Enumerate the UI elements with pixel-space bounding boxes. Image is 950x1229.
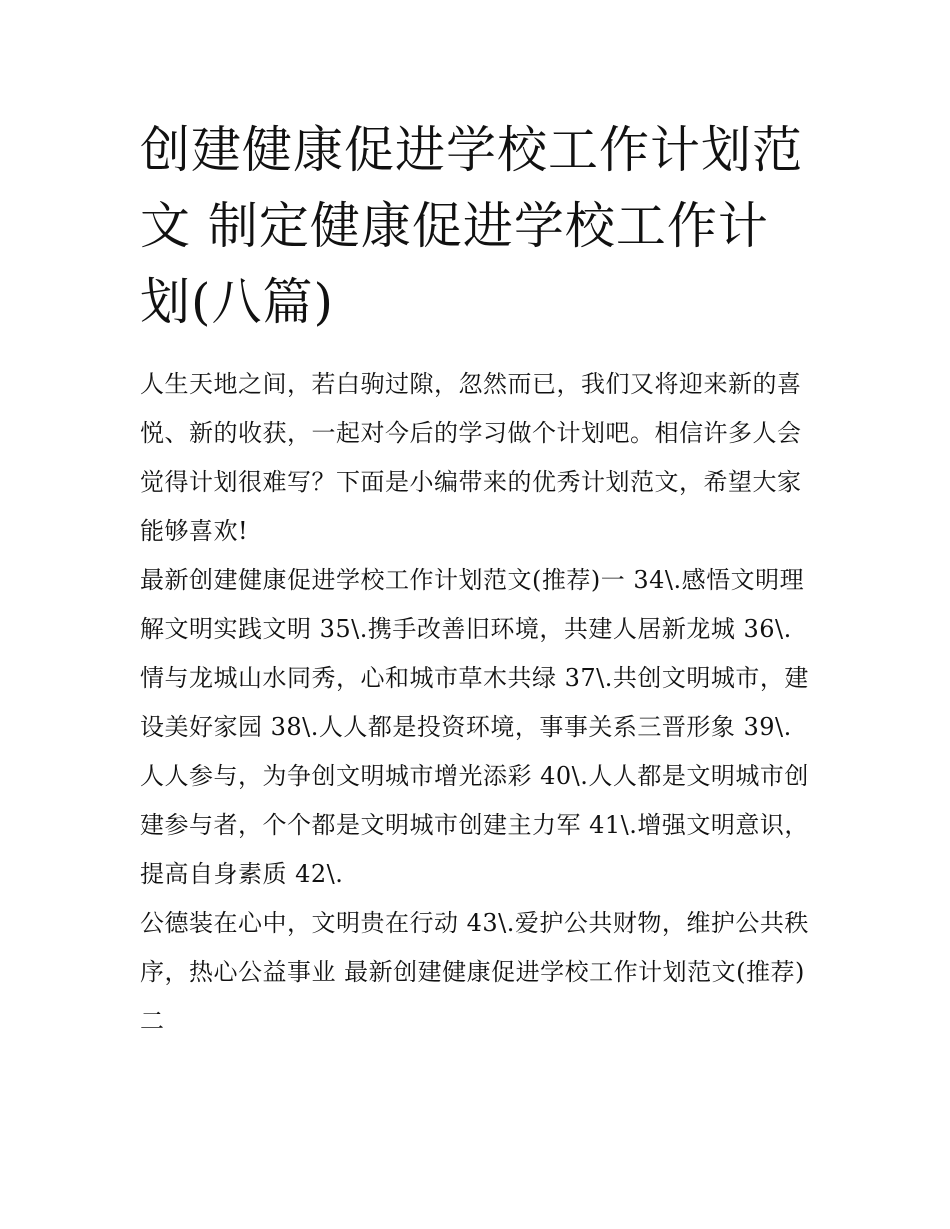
- paragraph-intro: 人生天地之间，若白驹过隙，忽然而已，我们又将迎来新的喜悦、新的收获，一起对今后的学习做个计划吧。相信许多人会觉得计划很难写？下面是小编带来的优秀计划范文，希望大家能够喜欢!: [140, 370, 802, 545]
- paragraph-slogans-3: 公德装在心中，文明贵在行动 43\.爱护公共财物，维护公共秩序，热心公益事业 最新创建健康促进学校工作计划范文(推荐)二: [140, 909, 809, 1035]
- paragraph-slogans-2: 人人参与，为争创文明城市增光添彩 40\.人人都是文明城市创建参与者，个个都是文明城市创建主力军 41\.增强文明意识，提高自身素质 42\.: [140, 762, 809, 888]
- document-body: [140, 360, 812, 1046]
- paragraph-slogans-1: 最新创建健康促进学校工作计划范文(推荐)一 34\.感悟文明理解文明实践文明 35\.携手改善旧环境，共建人居新龙城 36\.情与龙城山水同秀，心和城市草木共绿 37\.共创文明城市，建设美好家园 38\.人人都是投资环境，事事关系三晋形象 39\.: [140, 566, 809, 741]
- document-page: [140, 112, 812, 1046]
- document-title: 创建健康促进学校工作计划范文 制定健康促进学校工作计划(八篇): [140, 121, 803, 331]
